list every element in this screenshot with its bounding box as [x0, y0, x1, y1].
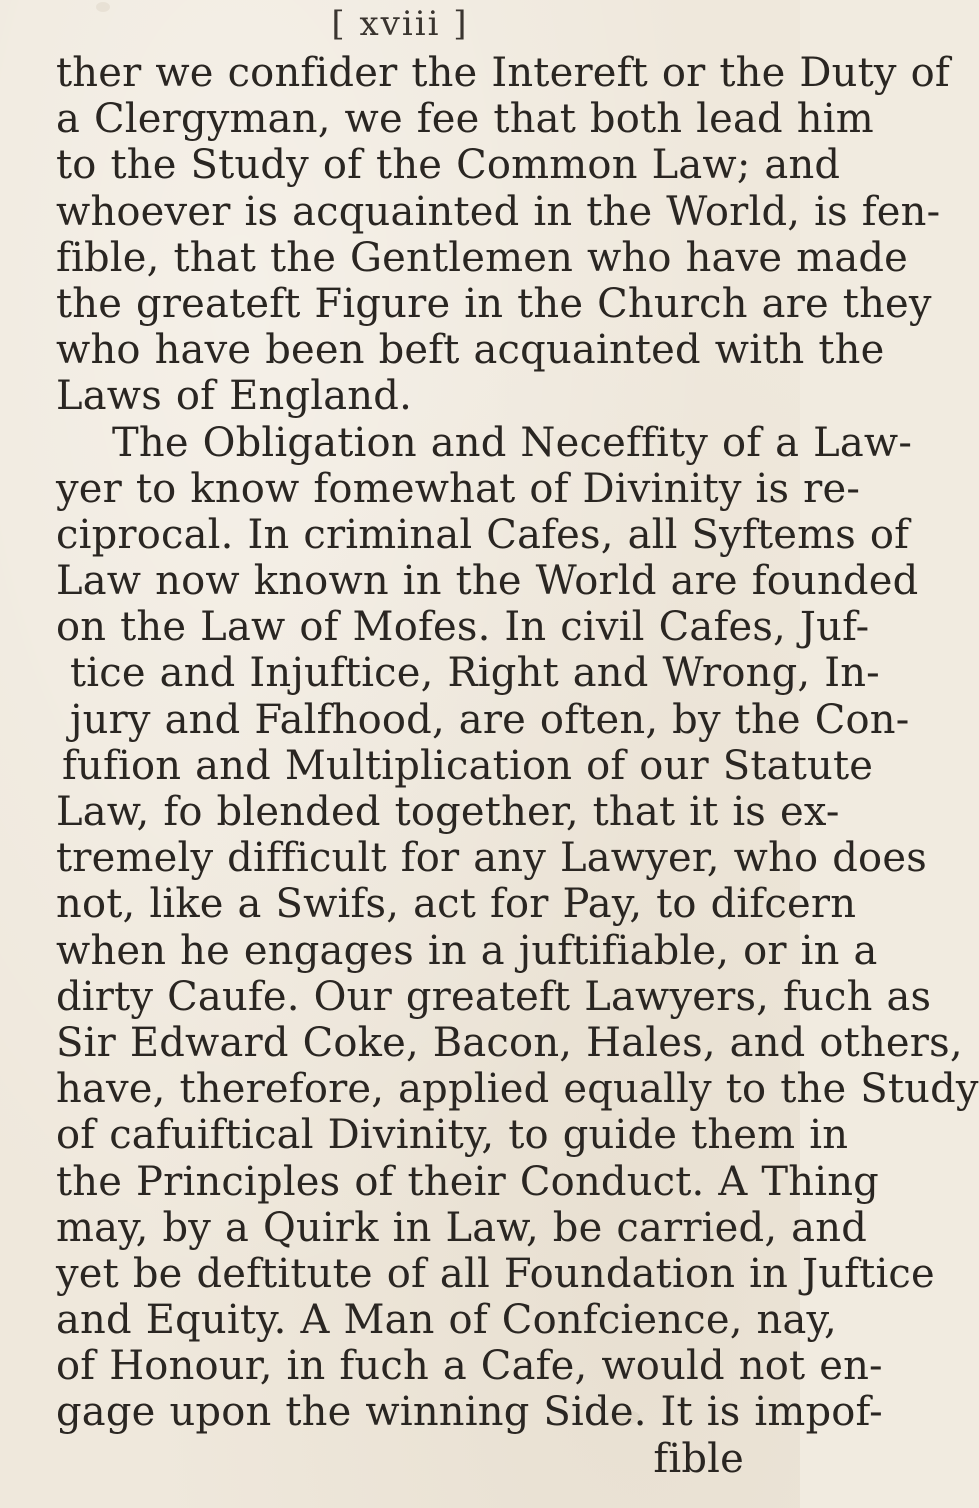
text-line: of Honour, in fuch a Cafe, would not en-	[56, 1343, 883, 1390]
text-line: Law, fo blended together, that it is ex-	[56, 789, 840, 835]
text-line: yet be deftitute of all Foundation in Juftice	[56, 1250, 935, 1297]
text-line: tice and Injuftice, Right and Wrong, In-	[70, 650, 880, 697]
text-line: a Clergyman, we fee that both lead him	[56, 96, 874, 143]
text-line: not, like a Swifs, act for Pay, to difcern	[56, 881, 857, 928]
text-line: fufion and Multiplication of our Statute	[62, 742, 874, 789]
text-line: ciprocal. In criminal Cafes, all Syftems of	[56, 511, 910, 558]
text-line: the greateft Figure in the Church are they	[56, 280, 932, 327]
text-line: jury and Falfhood, are often, by the Con-	[70, 696, 910, 743]
text-line: whoever is acquainted in the World, is fen-	[56, 188, 941, 235]
text-line: who have been beft acquainted with the	[56, 327, 885, 374]
text-line: Laws of England.	[56, 373, 412, 420]
text-line: may, by a Quirk in Law, be carried, and	[56, 1204, 867, 1251]
text-line: fible, that the Gentlemen who have made	[56, 234, 909, 281]
text-line: Sir Edward Coke, Bacon, Hales, and others,	[56, 1019, 963, 1066]
text-line: tremely difficult for any Lawyer, who does	[56, 835, 927, 882]
catchword: fible	[653, 1435, 744, 1482]
text-line: Law now known in the World are founded	[56, 558, 919, 605]
text-line: of cafuiftical Divinity, to guide them in	[56, 1112, 849, 1159]
text-line: and Equity. A Man of Confcience, nay,	[56, 1297, 837, 1344]
text-line: yer to know fomewhat of Divinity is re-	[56, 465, 861, 512]
text-line: when he engages in a juftifiable, or in a	[56, 927, 878, 974]
paragraph-start-line: The Obligation and Neceffity of a Law-	[112, 419, 913, 466]
body-text	[56, 50, 979, 1482]
page-number: [ xviii ]	[331, 4, 469, 44]
text-line: the Principles of their Conduct. A Thing	[56, 1158, 879, 1205]
text-line: ther we confider the Intereft or the Duty of	[56, 50, 950, 96]
text-line: gage upon the winning Side. It is impof-	[56, 1389, 883, 1436]
text-line: have, therefore, applied equally to the Study	[56, 1066, 979, 1113]
text-line: on the Law of Mofes. In civil Cafes, Juf-	[56, 604, 870, 651]
text-line: dirty Caufe. Our greateft Lawyers, fuch as	[56, 973, 932, 1020]
text-line: to the Study of the Common Law; and	[56, 142, 841, 189]
